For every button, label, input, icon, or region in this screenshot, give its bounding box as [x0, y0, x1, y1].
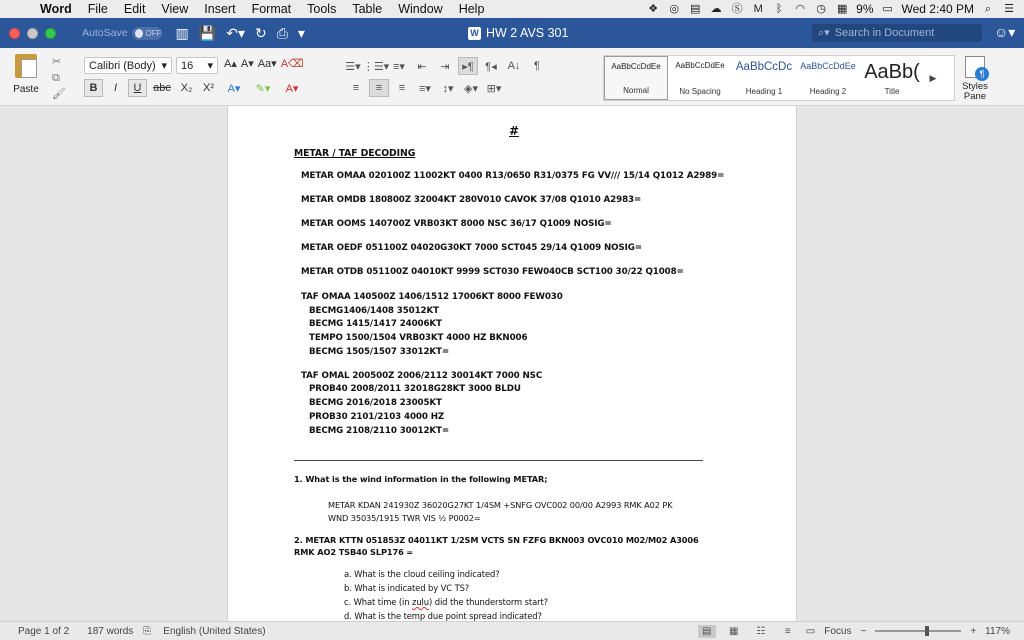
taf-line: BECMG 1415/1417 24006KT: [309, 319, 442, 329]
shading-icon[interactable]: ◈▾: [464, 82, 478, 95]
sub-question-c: [344, 597, 548, 607]
macos-menubar: [0, 0, 1024, 18]
menu-app-word[interactable]: Word: [40, 2, 72, 16]
question-1-metar-line-1: METAR KDAN 241930Z 36020G27KT 1/4SM +SNFG OVC002 00/00 A2993 RMK A02 PK: [328, 500, 673, 510]
taf-line: TAF OMAL 200500Z 2006/2112 30014KT 7000 NSC: [301, 371, 543, 381]
style-no-spacing[interactable]: [668, 56, 732, 100]
highlight-color-icon[interactable]: ✎▾: [255, 82, 271, 95]
font-color-icon[interactable]: A▾: [285, 82, 299, 95]
flag-icon[interactable]: ▦: [836, 3, 848, 15]
font-tools: [224, 57, 304, 70]
autosave-switch[interactable]: [132, 27, 162, 40]
skype-icon[interactable]: Ⓢ: [731, 3, 743, 15]
underline-button[interactable]: U: [128, 79, 147, 97]
styles-pane-label-1: Styles: [962, 81, 988, 92]
taf-line: BECMG 1505/1507 33012KT=: [309, 347, 450, 357]
window-controls: [0, 28, 56, 39]
document-canvas[interactable]: [0, 106, 1024, 621]
font-size-value: 16: [181, 59, 194, 72]
menu-edit[interactable]: Edit: [123, 2, 146, 16]
styles-pane-button[interactable]: [960, 56, 990, 102]
metar-line: METAR OOMS 140700Z VRB03KT 8000 NSC 36/17 Q1009 NOSIG=: [301, 219, 612, 229]
superscript-button[interactable]: X²: [203, 82, 214, 94]
document-title: [468, 26, 568, 40]
metar-line: METAR OTDB 051100Z 04010KT 9999 SCT030 FEW040CB SCT100 30/22 Q1008=: [301, 267, 684, 277]
customize-toolbar-icon[interactable]: ▾: [297, 24, 305, 41]
focus-label[interactable]: Focus: [824, 625, 852, 637]
text-effects-icon[interactable]: A▾: [227, 82, 241, 95]
character-format-row: [84, 79, 305, 97]
word-titlebar: [0, 18, 1024, 48]
horizontal-rule: [294, 460, 703, 461]
style-name: Heading 2: [809, 87, 847, 96]
zoom-in-icon[interactable]: +: [970, 625, 977, 637]
bullets-icon[interactable]: ☰▾: [345, 60, 361, 73]
font-name-select[interactable]: [84, 57, 172, 74]
metar-line: METAR OMAA 020100Z 11002KT 0400 R13/0650 R31/0375 FG VV/// 15/14 Q1012 A2989=: [301, 171, 725, 181]
copy-icon[interactable]: ⧉: [52, 72, 60, 84]
wifi-icon[interactable]: ◠: [795, 3, 805, 15]
sidebar-toggle-icon[interactable]: ▥: [175, 24, 189, 41]
menu-format[interactable]: Format: [251, 2, 292, 16]
style-name: No Spacing: [679, 87, 721, 96]
outline-view-icon[interactable]: ☷: [756, 625, 766, 637]
question-2-line-2: RMK AO2 TSB40 SLP176 =: [294, 547, 414, 557]
doc-hash: #: [509, 124, 519, 138]
language[interactable]: English (United States): [163, 625, 266, 637]
multilevel-list-icon[interactable]: ≡▾: [393, 60, 405, 73]
battery-percent: 9%: [856, 2, 874, 16]
autosave-label: AutoSave: [82, 27, 128, 39]
strikethrough-button[interactable]: abc: [153, 82, 171, 94]
ltr-icon[interactable]: ▸¶: [458, 57, 478, 75]
numbering-icon[interactable]: ⋮☰▾: [362, 60, 390, 73]
taf-line: PROB40 2008/2011 32018G28KT 3000 BLDU: [309, 384, 521, 394]
style-name: Heading 1: [745, 87, 783, 96]
menu-window[interactable]: Window: [398, 2, 443, 16]
menu-help[interactable]: Help: [458, 2, 485, 16]
italic-button[interactable]: I: [113, 82, 118, 94]
chevron-down-icon: ▾: [161, 60, 167, 72]
chevron-down-icon: ▾: [207, 60, 213, 72]
decrease-indent-icon[interactable]: ⇤: [417, 60, 427, 73]
style-heading-1[interactable]: [732, 56, 796, 100]
focus-icon[interactable]: ▭: [805, 625, 816, 637]
paragraph-row-1: [343, 57, 547, 75]
borders-icon[interactable]: ⊞▾: [486, 82, 502, 95]
style-normal[interactable]: [604, 56, 668, 100]
styles-gallery: [603, 55, 955, 101]
paste-button[interactable]: [6, 54, 46, 95]
status-bar: [0, 621, 1024, 640]
feedback-smiley-icon[interactable]: ☺▾: [994, 24, 1016, 40]
taf-line: TEMPO 1500/1504 VRB03KT 4000 HZ BKN006: [309, 333, 528, 343]
printer-icon[interactable]: ▤: [689, 3, 701, 15]
font-size-select[interactable]: [176, 57, 218, 74]
align-left-icon[interactable]: ≡: [352, 82, 360, 94]
style-preview: AaBb(: [864, 61, 920, 83]
zoom-window-button[interactable]: [45, 28, 56, 39]
quick-access-toolbar: [176, 25, 305, 42]
styles-more-icon[interactable]: ▶: [929, 72, 937, 83]
shrink-font-icon[interactable]: A▾: [240, 58, 254, 70]
zoom-slider-thumb[interactable]: [925, 626, 929, 636]
redo-icon[interactable]: ↻: [254, 24, 267, 41]
search-icon: ⌕▾: [818, 27, 830, 39]
rtl-icon[interactable]: ¶◂: [485, 60, 497, 73]
menu-tools[interactable]: Tools: [307, 2, 337, 16]
draft-view-icon[interactable]: ≡: [784, 625, 791, 637]
zoom-level[interactable]: 117%: [985, 625, 1010, 637]
question-2-line-1: 2. METAR KTTN 051853Z 04011KT 1/2SM VCTS SN FZFG BKN003 OVC010 M02/M02 A3006: [294, 535, 699, 545]
minimize-window-button[interactable]: [27, 28, 38, 39]
search-placeholder: Search in Document: [834, 27, 935, 39]
metar-line: METAR OMDB 180800Z 32004KT 280V010 CAVOK 37/08 Q1010 A2983=: [301, 195, 642, 205]
justify-icon[interactable]: ≡▾: [419, 82, 431, 95]
clear-formatting-icon[interactable]: A⌫: [280, 58, 304, 70]
line-spacing-icon[interactable]: ↕▾: [442, 82, 454, 95]
malwarebytes-icon[interactable]: M: [753, 3, 763, 15]
taf-line: TAF OMAA 140500Z 1406/1512 17006KT 8000 FEW030: [301, 292, 563, 302]
style-preview: AaBbCcDdEe: [800, 61, 856, 71]
zoom-out-icon[interactable]: −: [860, 625, 867, 637]
document-page[interactable]: [227, 106, 797, 621]
styles-pane-icon: [965, 56, 985, 78]
cloud-icon[interactable]: ☁: [710, 3, 722, 15]
sub-question-b: b. What is indicated by VC TS?: [344, 583, 470, 593]
format-painter-icon[interactable]: 🖌: [52, 88, 66, 100]
taf-line: BECMG 2016/2018 23005KT: [309, 398, 442, 408]
change-case-icon[interactable]: Aa▾: [257, 58, 277, 70]
style-preview: AaBbCcDdEe: [675, 61, 725, 70]
spelling-error-zulu[interactable]: zulu: [412, 597, 429, 607]
sub-question-c-pre: c. What time (in: [344, 597, 413, 607]
clipboard-icon: [15, 54, 37, 78]
style-name: Normal: [623, 86, 649, 95]
font-name-value: Calibri (Body): [89, 59, 156, 72]
print-layout-view-icon[interactable]: ▤: [698, 625, 716, 638]
style-title[interactable]: [860, 56, 924, 100]
question-1: 1. What is the wind information in the following METAR;: [294, 474, 548, 484]
align-right-icon[interactable]: ≡: [398, 82, 406, 94]
style-preview: AaBbCcDdEe: [611, 62, 661, 71]
sub-question-c-post: ) did the thunderstorm start?: [429, 597, 549, 607]
subscript-button[interactable]: X₂: [180, 82, 193, 94]
clock[interactable]: Wed 2:40 PM: [901, 2, 974, 16]
cut-icon[interactable]: ✂: [52, 56, 62, 68]
metar-line: METAR OEDF 051100Z 04020G30KT 7000 SCT045 29/14 Q1009 NOSIG=: [301, 243, 642, 253]
notification-center-icon[interactable]: ☰: [1004, 3, 1014, 15]
autosave-knob: [135, 29, 143, 38]
grow-font-icon[interactable]: A▴: [224, 58, 237, 70]
creative-cloud-icon[interactable]: ◎: [669, 3, 679, 15]
menu-view[interactable]: View: [161, 2, 189, 16]
taf-line: PROB30 2101/2103 4000 HZ: [309, 412, 445, 422]
autosave-toggle[interactable]: [82, 27, 162, 40]
increase-indent-icon[interactable]: ⇥: [440, 60, 450, 73]
proofing-icon[interactable]: ⎘: [143, 625, 152, 637]
show-formatting-icon[interactable]: ¶: [534, 60, 540, 72]
style-name: Title: [884, 87, 900, 96]
taf-line: BECMG1406/1408 35012KT: [309, 306, 439, 316]
menu-insert[interactable]: Insert: [204, 2, 236, 16]
document-title-text: HW 2 AVS 301: [486, 26, 569, 40]
sub-question-a: a. What is the cloud ceiling indicated?: [344, 569, 500, 579]
paste-label: Paste: [13, 84, 39, 95]
doc-heading: METAR / TAF DECODING: [294, 148, 416, 159]
word-count[interactable]: 187 words: [87, 625, 134, 637]
sub-question-d: d. What is the temp due point spread indicated?: [344, 611, 542, 621]
style-heading-2[interactable]: [796, 56, 860, 100]
autosave-state: OFF: [145, 28, 162, 38]
question-1-metar-line-2: WND 35035/1915 TWR VIS ½ P0002=: [328, 513, 481, 523]
web-layout-view-icon[interactable]: ▦: [729, 625, 739, 637]
save-icon[interactable]: 💾: [198, 24, 217, 41]
time-machine-icon[interactable]: ◷: [816, 3, 826, 15]
spotlight-icon[interactable]: ⌕: [984, 3, 992, 15]
ribbon-home: [0, 48, 1024, 106]
paragraph-row-2: [346, 79, 504, 97]
search-document-input[interactable]: [812, 24, 982, 42]
page-count[interactable]: Page 1 of 2: [18, 625, 70, 637]
bold-button[interactable]: B: [84, 79, 103, 97]
clipboard-actions: [52, 54, 68, 102]
close-window-button[interactable]: [9, 28, 20, 39]
undo-icon[interactable]: ↶▾: [226, 24, 245, 41]
zoom-slider[interactable]: [875, 630, 961, 632]
menu-file[interactable]: File: [87, 2, 108, 16]
sort-icon[interactable]: A↓: [507, 60, 521, 72]
dropbox-icon[interactable]: ❖: [648, 3, 659, 15]
menu-table[interactable]: Table: [352, 2, 383, 16]
styles-pane-label-2: Pane: [963, 91, 987, 102]
taf-line: BECMG 2108/2110 30012KT=: [309, 426, 450, 436]
word-doc-icon: W: [468, 27, 481, 40]
print-icon[interactable]: ⎙: [276, 24, 288, 41]
style-preview: AaBbCcDc: [735, 61, 793, 73]
battery-icon[interactable]: ▭: [882, 3, 893, 15]
align-center-icon[interactable]: ≡: [369, 79, 389, 97]
bluetooth-icon[interactable]: ᛒ: [775, 3, 783, 15]
